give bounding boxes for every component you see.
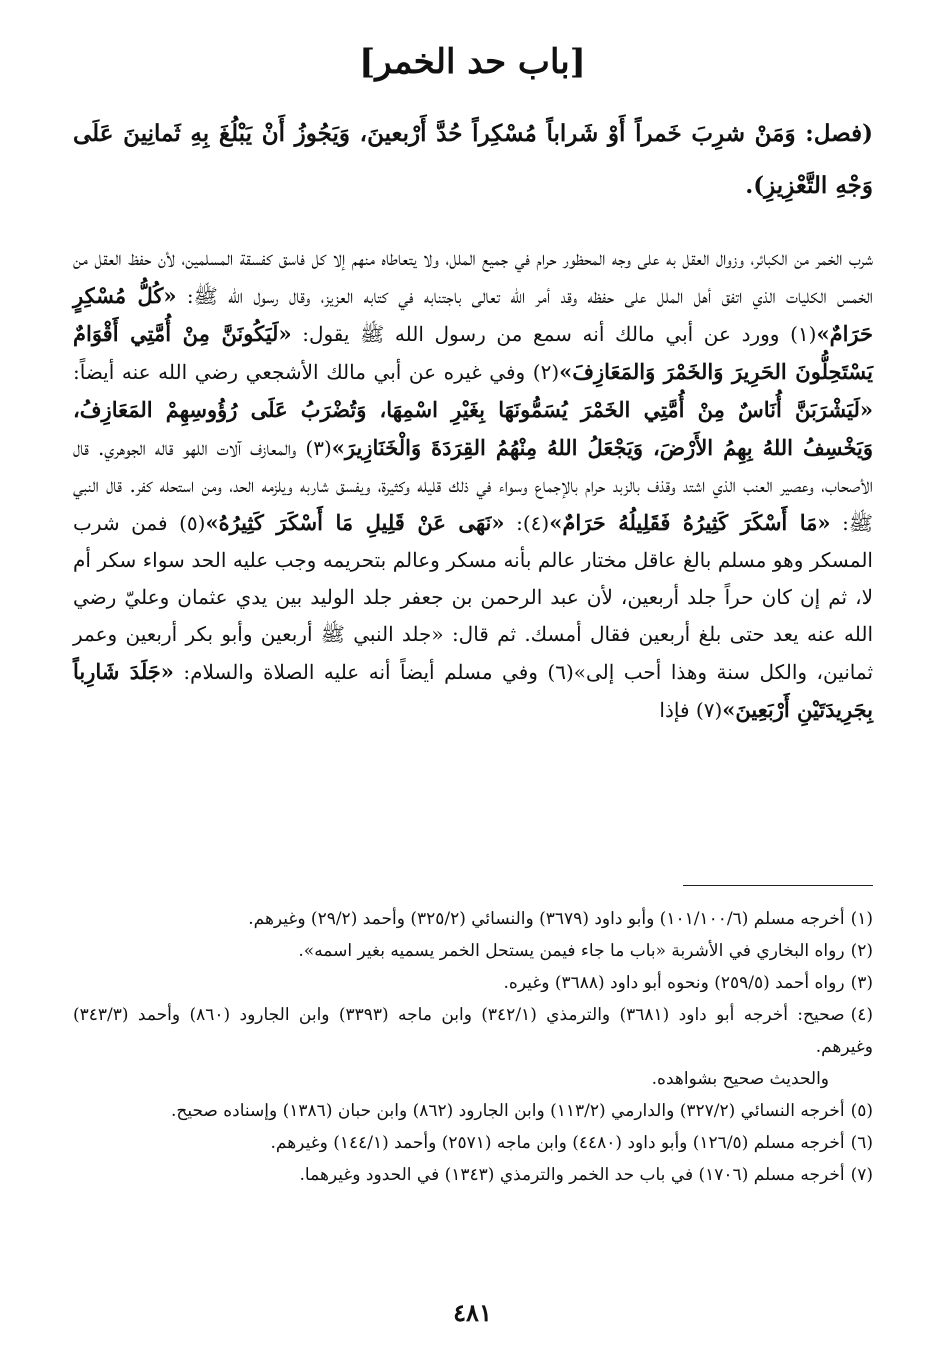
body-text: (٥) فمن شرب المسكر وهو مسلم بالغ عاقل مختار عالم بأنه مسكر وعالم بتحريمه وجب عليه الحد سواء سكر أم لا، ثم إن كان حراً جلد أربعين، لأن عبد الرحمن بن جعفر جلد الوليد بين يدي عثمان وعليّ رضي الله عنه يعد حتى بلغ أربعين فقال أمسك. ثم قال: «جلد النبي ﷺ أربعين وأبو بكر أربعين وعمر ثمانين، والكل سنة وهذا أحب إلى»(٦) وفي مسلم أيضاً أنه عليه الصلاة والسلام: — [73, 511, 874, 684]
footnote — [73, 967, 873, 999]
commentary-body — [73, 240, 873, 729]
hadith-quote: «لَيَشْرَبَنَّ أُنَاسٌ مِنْ أُمَّتِي الخَمْرَ يُسَمُّونَهَا بِغَيْرِ اسْمِهَا، وَتُضْرَبُ عَلَى رُؤُوسِهِمْ المَعَازِفُ، وَيَخْسِفُ اللهُ بِهِمُ الأَرْضَ، وَيَجْعَلُ اللهُ مِنْهُمُ القِرَدَةَ وَالْخَنَازِيرَ» — [73, 397, 873, 460]
footnote — [73, 999, 873, 1063]
footnote-text: رواه البخاري في الأشربة «باب ما جاء فيمن يستحل الخمر يسميه بغير اسمه». — [298, 941, 845, 961]
footnote — [73, 903, 873, 935]
footnote-number: (٦) — [850, 1133, 873, 1153]
footnote-text: صحيح: أخرجه أبو داود (٣٦٨١) والترمذي (٣٤٢/١) وابن ماجه (٣٣٩٣) وابن الجارود (٨٦٠) وأحمد (٣٤٣/٣) وغيرهم. — [73, 1005, 873, 1057]
footnote-text: أخرجه مسلم (١٧٠٦) في باب حد الخمر والترمذي (١٣٤٣) في الحدود وغيرهما. — [299, 1165, 845, 1185]
body-text: (٣) والمعازف آلات اللهو قاله الجوهري. قال الأصحاب، وعصير العنب الذي اشتد وقذف بالزبد حرام بالإجماع وسواء في ذلك قليله وكثيرة، ويفسق شاربه ويلزمه الحد، ومن استحله كفر. قال النبي ﷺ: — [73, 436, 874, 535]
footnote-number: (٧) — [850, 1165, 873, 1185]
hadith-quote: «جَلَدَ شَارِباً بِجَرِيدَتَيْنِ أَرْبَعِينَ» — [73, 659, 873, 722]
body-text: (١) وورد عن أبي مالك أنه سمع من رسول الله ﷺ يقول: — [302, 322, 817, 346]
footnote-continuation: والحديث صحيح بشواهده. — [651, 1069, 829, 1089]
footnote-number: (٥) — [850, 1101, 873, 1121]
hadith-quote: «كُلُّ مُسْكِرٍ حَرَامٌ» — [73, 283, 873, 346]
fasl-matn-text: (فصل: وَمَنْ شرِبَ خَمراً أَوْ شَراباً مُسْكِراً حُدَّ أَرْبعينَ، وَيَجُوزُ أَنْ يَبْلُغَ بِهِ ثَمانِينَ عَلَى وَجْهِ التَّعْزِيزِ). — [73, 120, 873, 199]
footnotes — [73, 903, 873, 1191]
footnote-number: (١) — [850, 909, 873, 929]
footnote-separator — [683, 885, 873, 886]
hadith-quote: «مَا أَسْكَرَ كَثِيرُهُ فَقَلِيلُهُ حَرَامٌ» — [549, 510, 831, 535]
footnote-number: (٣) — [850, 973, 873, 993]
footnote — [73, 1159, 873, 1191]
hadith-quote: «لَيَكُونَنَّ مِنْ أُمَّتِي أَقْوَامٌ يَسْتَحِلُّونَ الحَرِيرَ وَالخَمْرَ وَالمَعَازِفَ» — [73, 321, 873, 384]
commentary-paragraph — [73, 240, 873, 729]
footnote-text: رواه أحمد (٢٥٩/٥) ونحوه أبو داود (٣٦٨٨) وغيره. — [503, 973, 845, 993]
footnote-number: (٢) — [850, 941, 873, 961]
footnote-text: أخرجه مسلم (١٠١/١٠٠/٦) وأبو داود (٣٦٧٩) والنسائي (٣٢٥/٢) وأحمد (٢٩/٢) وغيرهم. — [248, 909, 845, 929]
footnote-text: أخرجه مسلم (١٢٦/٥) وأبو داود (٤٤٨٠) وابن ماجه (٢٥٧١) وأحمد (١٤٤/١) وغيرهم. — [270, 1133, 845, 1153]
chapter-heading: [باب حد الخمر] — [359, 42, 586, 82]
footnote — [73, 1127, 873, 1159]
body-text: (٢) وفي غيره عن أبي مالك الأشجعي رضي الله عنه أيضاً: — [73, 360, 560, 384]
footnote — [73, 935, 873, 967]
hadith-quote: «نَهَى عَنْ قَلِيلِ مَا أَسْكَرَ كَثِيرُهُ» — [205, 510, 505, 535]
body-text: (٤): — [516, 511, 550, 535]
page-number: ٤٨١ — [453, 1298, 492, 1327]
footnote — [73, 1095, 873, 1127]
body-text: (٧) فإذا — [659, 698, 723, 722]
body-text: شرب الخمر من الكبائر، وزوال العقل به على وجه المحظور حرام في جميع الملل، ولا يتعاطاه منهم إلا كل فاسق كفسقة المسلمين، لأن حفظ العقل من الخمس الكليات الذي اتفق أهل الملل على حفظه وقد أمر الله تعالى باجتنابه في كتابه العزيز، وقال رسول الله ﷺ: — [73, 246, 873, 308]
footnote-number: (٤) — [850, 1005, 873, 1025]
footnote-text: أخرجه النسائي (٣٢٧/٢) والدارمي (١١٣/٢) وابن الجارود (٨٦٢) وابن حبان (١٣٨٦) وإسناده صحيح. — [170, 1101, 845, 1121]
